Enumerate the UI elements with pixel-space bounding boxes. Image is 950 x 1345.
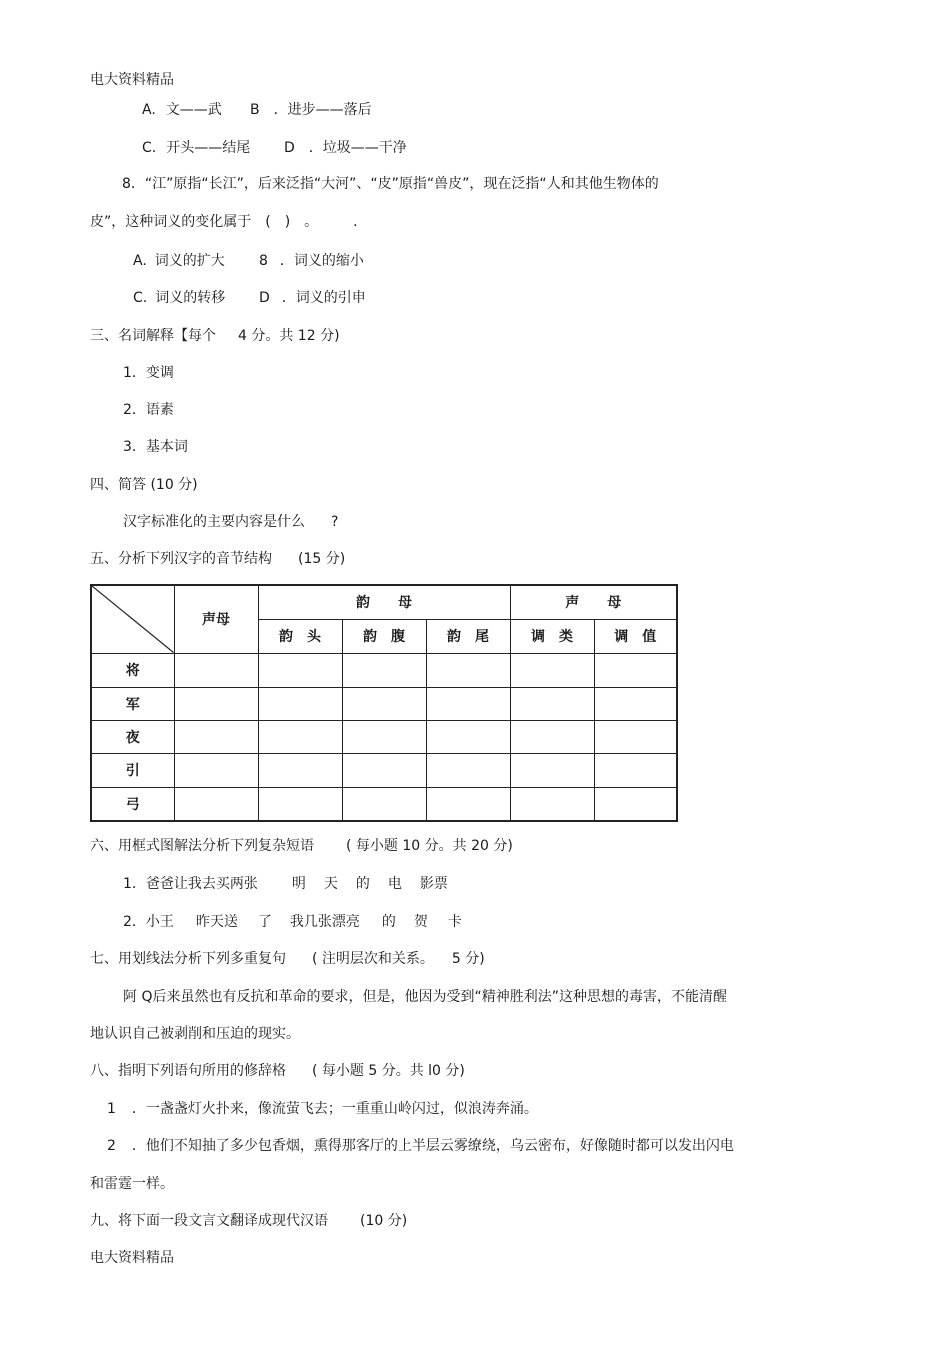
answer-cell[interactable] xyxy=(342,753,426,787)
section3-item-2: 2．语素 xyxy=(123,402,174,418)
answer-cell[interactable] xyxy=(174,787,258,821)
q7-option-c xyxy=(142,139,250,157)
q7-option-d-text: ．垃圾——干净 xyxy=(308,140,407,156)
header-final-group: 韵 母 xyxy=(258,585,510,619)
row-character: 夜 xyxy=(91,720,174,753)
phrase-segment: 卡 xyxy=(447,914,462,930)
table-row xyxy=(91,787,677,821)
section6-title xyxy=(90,837,513,855)
section7-title-score: 5 分) xyxy=(451,951,485,967)
answer-cell[interactable] xyxy=(342,653,426,687)
row-character: 引 xyxy=(91,753,174,787)
header-tone-value: 调 值 xyxy=(594,619,677,653)
q7-option-a-text: 文——武 xyxy=(165,102,222,118)
q8-stem-line1: 8．“江”原指“长江”，后来泛指“大河”、“皮”原指“兽皮”，现在泛指“人和其他生物体的 xyxy=(122,176,659,192)
answer-cell[interactable] xyxy=(426,720,510,753)
answer-cell[interactable] xyxy=(594,753,677,787)
phrase-segment: 电 xyxy=(387,876,402,892)
q8-option-b-label: 8 xyxy=(259,253,268,269)
answer-cell[interactable] xyxy=(594,787,677,821)
q8-option-d-text: ．词义的引申 xyxy=(281,290,366,306)
answer-cell[interactable] xyxy=(426,787,510,821)
section7-title xyxy=(90,950,485,968)
answer-cell[interactable] xyxy=(426,653,510,687)
q7-option-d xyxy=(284,139,407,157)
section8-item-2-continued: 和雷霆一样。 xyxy=(90,1176,174,1192)
answer-cell[interactable] xyxy=(258,753,342,787)
answer-cell[interactable] xyxy=(258,720,342,753)
phrase-segment: 天 xyxy=(323,876,338,892)
q7-option-d-label: D xyxy=(284,140,295,156)
q8-option-c xyxy=(133,289,225,307)
section8-title-score: ( 每小题 5 分。共 l0 分) xyxy=(312,1063,465,1079)
answer-cell[interactable] xyxy=(258,653,342,687)
phrase-segment: 明 xyxy=(291,876,306,892)
q8-option-a-label: A. xyxy=(133,253,147,269)
q8-option-a-text: 词义的扩大 xyxy=(154,253,225,269)
q7-option-c-text: 开头——结尾 xyxy=(166,140,251,156)
table-row xyxy=(91,753,677,787)
section8-item-1-number: 1 xyxy=(107,1101,116,1117)
section9-title-main: 九、将下面一段文言文翻译成现代汉语 xyxy=(90,1213,328,1229)
section9-title xyxy=(90,1212,407,1230)
q8-option-d xyxy=(259,289,366,307)
answer-cell[interactable] xyxy=(510,787,594,821)
header-coda: 韵 尾 xyxy=(426,619,510,653)
page-footer: 电大资料精品 xyxy=(90,1250,174,1266)
section6-item-1 xyxy=(123,875,448,893)
row-character: 军 xyxy=(91,687,174,720)
answer-cell[interactable] xyxy=(594,687,677,720)
answer-cell[interactable] xyxy=(342,787,426,821)
q8-option-a xyxy=(133,252,225,270)
syllable-table xyxy=(90,584,678,822)
answer-cell[interactable] xyxy=(426,687,510,720)
section8-item-1-text: ．一盏盏灯火扑来，像流萤飞去；一重重山岭闪过，似浪涛奔涌。 xyxy=(131,1101,538,1117)
section8-item-1 xyxy=(107,1100,538,1118)
section4-question-text: 汉字标准化的主要内容是什么 xyxy=(123,514,305,530)
q8-option-d-label: D xyxy=(259,290,270,306)
table-row xyxy=(91,720,677,753)
header-nucleus: 韵 腹 xyxy=(342,619,426,653)
page-header: 电大资料精品 xyxy=(90,72,174,88)
answer-cell[interactable] xyxy=(174,753,258,787)
phrase-segment: 的 xyxy=(355,876,370,892)
answer-cell[interactable] xyxy=(342,687,426,720)
answer-cell[interactable] xyxy=(510,753,594,787)
q7-option-b-label: B xyxy=(250,102,260,118)
diagonal-line-icon xyxy=(92,586,174,653)
section3-item-3: 3．基本词 xyxy=(123,439,188,455)
answer-cell[interactable] xyxy=(510,653,594,687)
q8-option-c-label: C. xyxy=(133,290,148,306)
answer-cell[interactable] xyxy=(258,687,342,720)
phrase-segment: 贺 xyxy=(413,914,428,930)
answer-cell[interactable] xyxy=(174,687,258,720)
answer-cell[interactable] xyxy=(258,787,342,821)
q8-stem-line2: 皮”，这种词义的变化属于 ( ) 。 . xyxy=(90,214,358,230)
header-tone-group: 声 母 xyxy=(510,585,677,619)
section5-title-score: (15 分) xyxy=(298,551,346,567)
section4-title: 四、简答 (10 分) xyxy=(90,477,198,493)
section8-item-2-number: 2 xyxy=(107,1138,116,1154)
table-corner-diagonal xyxy=(91,585,174,653)
section3-title-score: 4 分。共 12 分) xyxy=(238,328,340,344)
section4-question xyxy=(123,513,338,531)
section3-title-main: 三、名词解释【每个 xyxy=(90,328,216,344)
answer-cell[interactable] xyxy=(342,720,426,753)
phrase-segment: 了 xyxy=(257,914,272,930)
header-tone-category: 调 类 xyxy=(510,619,594,653)
section9-title-score: (10 分) xyxy=(360,1213,408,1229)
q7-option-b-text: ．进步——落后 xyxy=(273,102,372,118)
section5-title-main: 五、分析下列汉字的音节结构 xyxy=(90,551,272,567)
section6-title-score: ( 每小题 10 分。共 20 分) xyxy=(346,838,513,854)
answer-cell[interactable] xyxy=(174,720,258,753)
section7-text-line1: 阿 Q后来虽然也有反抗和革命的要求，但是，他因为受到“精神胜利法”这种思想的毒害，不能清醒 xyxy=(123,989,727,1005)
q7-option-b xyxy=(250,101,372,119)
section7-text-line2: 地认识自己被剥削和压迫的现实。 xyxy=(90,1026,300,1042)
phrase-segment: 2．小王 xyxy=(123,914,174,930)
q7-option-a xyxy=(142,101,222,119)
section4-question-mark: ? xyxy=(331,514,339,530)
section8-title-main: 八、指明下列语句所用的修辞格 xyxy=(90,1063,286,1079)
answer-cell[interactable] xyxy=(510,687,594,720)
answer-cell[interactable] xyxy=(510,720,594,753)
header-initial: 声母 xyxy=(174,585,258,653)
phrase-segment: 1．爸爸让我去买两张 xyxy=(123,876,258,892)
section6-item-2 xyxy=(123,913,462,931)
table-row xyxy=(91,687,677,720)
section8-item-2 xyxy=(107,1137,734,1155)
section8-title xyxy=(90,1062,465,1080)
q8-option-b xyxy=(259,252,364,270)
q7-option-a-label: A. xyxy=(142,102,156,118)
section7-title-main: 七、用划线法分析下列多重复句 xyxy=(90,951,286,967)
section3-title xyxy=(90,327,340,345)
section7-title-note: ( 注明层次和关系。 xyxy=(312,951,434,967)
answer-cell[interactable] xyxy=(594,720,677,753)
phrase-segment: 影票 xyxy=(419,876,448,892)
phrase-segment: 的 xyxy=(381,914,396,930)
section8-item-2-text: ．他们不知抽了多少包香烟，熏得那客厅的上半层云雾缭绕，乌云密布，好像随时都可以发出闪电 xyxy=(131,1138,734,1154)
section5-title xyxy=(90,550,345,568)
phrase-segment: 我几张漂亮 xyxy=(289,914,360,930)
answer-cell[interactable] xyxy=(594,653,677,687)
answer-cell[interactable] xyxy=(174,653,258,687)
answer-cell[interactable] xyxy=(426,753,510,787)
q7-option-c-label: C. xyxy=(142,140,157,156)
section3-item-1: 1．变调 xyxy=(123,365,174,381)
row-character: 将 xyxy=(91,653,174,687)
q8-option-c-text: 词义的转移 xyxy=(155,290,226,306)
q8-option-b-text: ．词义的缩小 xyxy=(279,253,364,269)
phrase-segment: 昨天送 xyxy=(195,914,238,930)
table-row xyxy=(91,653,677,687)
header-medial: 韵 头 xyxy=(258,619,342,653)
section6-title-main: 六、用框式图解法分析下列复杂短语 xyxy=(90,838,314,854)
row-character: 弓 xyxy=(91,787,174,821)
